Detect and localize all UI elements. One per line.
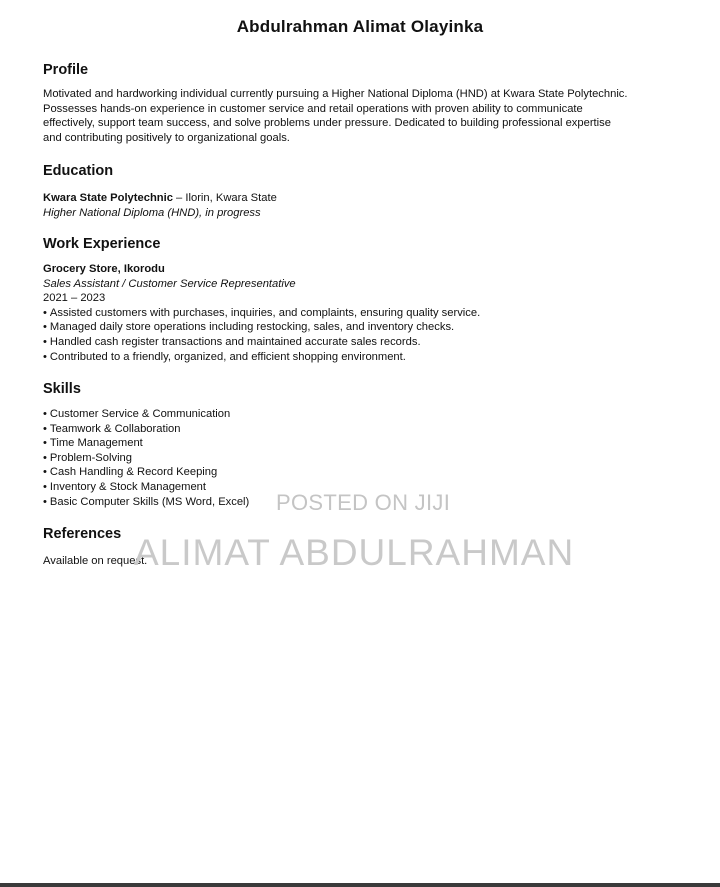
skill-item: • Inventory & Stock Management: [43, 480, 683, 495]
bottom-divider: [0, 883, 720, 887]
work-bullet: • Contributed to a friendly, organized, and efficient shopping environment.: [43, 350, 683, 365]
references-text: Available on request.: [43, 555, 148, 567]
watermark-name: ALIMAT ABDULRAHMAN: [134, 532, 575, 573]
work-dates: 2021 – 2023: [43, 292, 106, 305]
profile-text: [43, 87, 683, 145]
profile-heading: Profile: [43, 62, 89, 78]
work-entry: [43, 262, 683, 364]
skill-item: • Basic Computer Skills (MS Word, Excel): [43, 495, 683, 510]
work-section: [43, 236, 683, 364]
work-employer: Grocery Store, Ikorodu: [43, 263, 165, 275]
education-heading: Education: [43, 163, 114, 179]
profile-line: Possesses hands-on experience in customer service and retail operations with proven ability to communicate: [43, 102, 583, 115]
resume-name: Abdulrahman Alimat Olayinka: [236, 17, 484, 36]
skills-heading: Skills: [43, 381, 81, 397]
references-heading: References: [43, 526, 122, 542]
education-entry: [43, 191, 683, 220]
work-bullet: • Handled cash register transactions and maintained accurate sales records.: [43, 335, 683, 350]
education-location: – Ilorin, Kwara State: [172, 192, 277, 204]
education-section: [43, 163, 683, 220]
work-role: Sales Assistant / Customer Service Representative: [43, 277, 296, 290]
work-heading: Work Experience: [43, 236, 161, 252]
skill-item: • Time Management: [43, 436, 683, 451]
education-program: Higher National Diploma (HND), in progress: [43, 206, 261, 219]
watermark-posted-on: POSTED ON JIJI: [276, 490, 451, 515]
skill-item: • Customer Service & Communication: [43, 407, 683, 422]
profile-section: [43, 62, 683, 145]
education-school-line: [43, 191, 683, 206]
education-school: Kwara State Polytechnic: [43, 192, 173, 204]
skill-item: • Cash Handling & Record Keeping: [43, 465, 683, 480]
skill-item: • Teamwork & Collaboration: [43, 422, 683, 437]
work-bullet: • Managed daily store operations including restocking, sales, and inventory checks.: [43, 320, 683, 335]
profile-line: effectively, support team success, and solve problems under pressure. Dedicated to building professional expertise: [43, 117, 611, 130]
profile-line: and contributing positively to organizational goals.: [43, 131, 290, 144]
work-bullet: • Assisted customers with purchases, inquiries, and complaints, ensuring quality service.: [43, 306, 683, 321]
profile-line: Motivated and hardworking individual currently pursuing a Higher National Diploma (HND) at Kwara State Polytechnic.: [43, 88, 628, 100]
skill-item: • Problem-Solving: [43, 451, 683, 466]
